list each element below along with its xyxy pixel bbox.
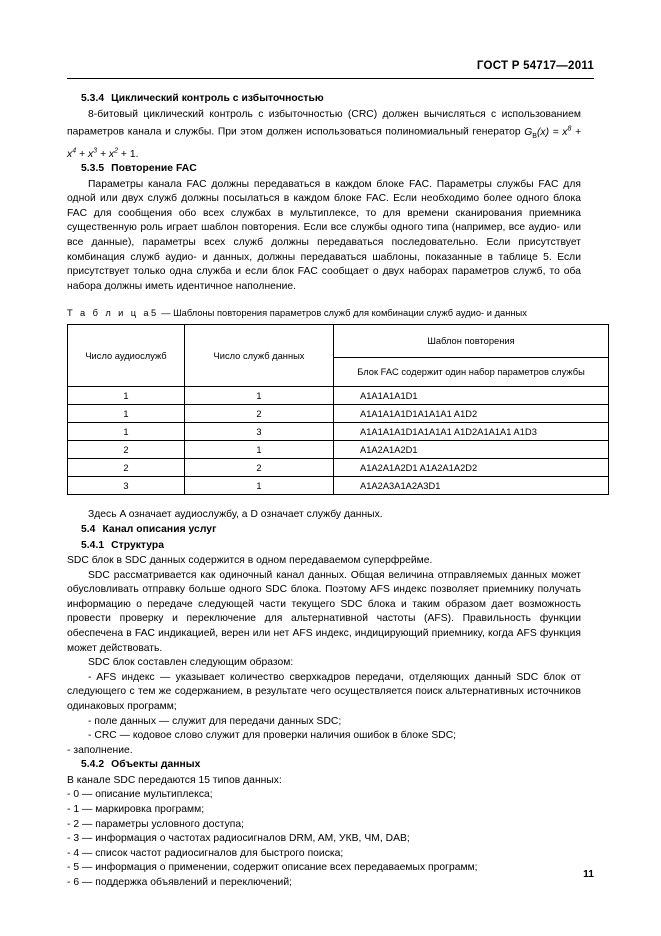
heading-5-4-2-number: 5.4.2 <box>81 759 105 771</box>
table-row <box>68 459 609 477</box>
formula-plus-2: + x <box>76 148 94 160</box>
table-row <box>68 405 609 423</box>
cell-data-count: 2 <box>185 405 334 423</box>
data-type-item-3: - 3 — информация о частотах радиосигналов DRM, AM, УКВ, ЧМ, DAB; <box>67 833 410 845</box>
cell-pattern: A1A2A1A2D1 A1A2A1A2D2 <box>334 459 609 477</box>
cell-data-count: 1 <box>185 387 334 405</box>
bullet-afs-index: - AFS индекс — указывает количество сверхкадров передачи, отделяющих данный SDC блок от следующего с тем же содержанием, в результате чего осуществляется поиск альтернативных источников одинаковых программ; <box>67 671 581 712</box>
formula-body: (x) = x <box>536 126 568 138</box>
formula-exp-4: 2 <box>114 147 119 155</box>
table-row <box>68 387 609 405</box>
heading-5-3-5-title: Повторение FAC <box>111 163 197 175</box>
cell-audio-count: 1 <box>68 405 185 423</box>
paragraph-sdc-superframe: SDC блок в SDC данных содержится в одном передаваемом суперфрейме. <box>67 555 433 567</box>
cell-audio-count: 3 <box>68 477 185 495</box>
heading-5-4-2 <box>67 758 581 774</box>
formula-exp-2: 4 <box>72 147 77 155</box>
cell-data-count: 1 <box>185 477 334 495</box>
heading-5-3-4-title: Циклический контроль с избыточностью <box>111 93 324 104</box>
table-row <box>68 423 609 441</box>
heading-5-3-4 <box>67 92 581 108</box>
paragraph-sdc-15-types: В канале SDC передаются 15 типов данных: <box>67 774 282 786</box>
paragraph-crc-text: 8-битовый циклический контроль с избыточностью (CRC) должен вычисляться с использованием параметров канала и службы. При этом должен использоваться полиномиальный генератор <box>67 108 581 138</box>
cell-audio-count: 1 <box>68 423 185 441</box>
page-content <box>67 92 585 891</box>
cell-pattern: A1A2A3A1A2A3D1 <box>334 477 609 495</box>
data-type-item-4: - 4 — список частот радиосигналов для быстрого поиска; <box>67 847 344 859</box>
paragraph-fac-repetition: Параметры канала FAC должны передаваться в каждом блоке FAC. Параметры службы FAC для одной или двух служб должны посылаться в каждом блоке FAC. Если необходимо более одного блока FAC для сообщения обо всех службах в мультиплексе, то для времени сканирования приемника существенную роль играет шаблон повторения. Если все службы одного типа (например, все аудио- или все данные), параметры всех служб должны передаваться последовательно. Если присутствует комбинация служб аудио- и данных, должны передаваться шаблоны, показанные в таблице 5. Если присутствует только одна служба и если блок FAC сообщает о двух наборах параметров служб, то оба набора должны иметь идентичное наполнение. <box>67 178 581 292</box>
heading-5-4-2-title: Объекты данных <box>111 759 201 771</box>
cell-data-count: 3 <box>185 423 334 441</box>
heading-5-4-1-number: 5.4.1 <box>81 539 105 551</box>
cell-pattern: A1A1A1A1D1A1A1A1 A1D2 <box>334 405 609 423</box>
data-type-item-1: - 1 — маркировка программ; <box>67 804 205 816</box>
formula-plus-1: + x <box>67 126 581 160</box>
data-type-item-5: - 5 — информация о применении, содержит описание всех передаваемых программ; <box>67 862 478 874</box>
table-row <box>68 441 609 459</box>
formula-plus-3: + x <box>97 148 115 160</box>
table-caption-dash: — <box>161 308 171 319</box>
table-caption-label: Т а б л и ц а <box>67 308 151 319</box>
table-row <box>68 477 609 495</box>
cell-pattern: A1A1A1A1D1A1A1A1 A1D2A1A1A1 A1D3 <box>334 423 609 441</box>
data-type-item-6: - 6 — поддержка объявлений и переключений; <box>67 876 292 888</box>
bullet-padding: - заполнение. <box>67 744 133 756</box>
formula-exp-3: 3 <box>93 147 98 155</box>
table-caption-number: 5 <box>151 308 159 319</box>
table-header-row-top <box>68 325 609 358</box>
header-rule <box>67 78 594 79</box>
header-repetition-pattern: Шаблон повторения <box>334 325 609 358</box>
cell-pattern: A1A1A1A1D1 <box>334 387 609 405</box>
paragraph-sdc-afs: SDC рассматривается как одиночный канал данных. Общая величина отправляемых данных может обусловливать отправку больше одного SDC блока. Поэтому AFS индекс позволяет приемнику получать информацию о передаче следующей части текущего SDC блока и таким образом дает возможность провести проверку и переключение для альтернативной частоты (AFS). Правильность функции обеспечена в FAC индикацией, верен или нет AFS индекс, индицирующий приемнику, когда AFS функция может действовать. <box>67 569 581 654</box>
cell-audio-count: 1 <box>68 387 185 405</box>
data-type-item-2: - 2 — параметры условного доступа; <box>67 818 245 830</box>
cell-audio-count: 2 <box>68 459 185 477</box>
cell-data-count: 1 <box>185 441 334 459</box>
page-number: 11 <box>583 869 594 880</box>
page-header <box>67 60 594 80</box>
cell-data-count: 2 <box>185 459 334 477</box>
spacer-before-table <box>67 294 581 307</box>
table-caption <box>67 307 581 320</box>
heading-5-4-title: Канал описания услуг <box>102 524 217 536</box>
heading-5-3-4-number: 5.3.4 <box>81 93 105 104</box>
cell-audio-count: 2 <box>68 441 185 459</box>
spacer-after-table <box>67 495 581 508</box>
heading-5-3-5 <box>67 162 581 178</box>
formula-exp-1: 8 <box>567 125 572 133</box>
standard-title: ГОСТ Р 54717—2011 <box>476 60 594 72</box>
formula-tail: + 1. <box>118 148 139 160</box>
heading-5-4-1 <box>67 539 581 555</box>
cell-pattern: A1A2A1A2D1 <box>334 441 609 459</box>
header-fac-block-contains-one-set: Блок FAC содержит один набор параметров службы <box>334 358 609 387</box>
paragraph-crc <box>67 108 581 163</box>
heading-5-4 <box>67 523 581 539</box>
heading-5-4-number: 5.4 <box>81 524 96 536</box>
header-number-of-audio-services: Число аудиослужб <box>68 325 185 387</box>
table-caption-text: Шаблоны повторения параметров служб для комбинации служб аудио- и данных <box>173 308 527 319</box>
repetition-patterns-table <box>67 324 609 495</box>
bullet-data-field: - поле данных — служит для передачи данных SDC; <box>88 715 342 727</box>
header-number-of-data-services: Число служб данных <box>185 325 334 387</box>
heading-5-3-5-number: 5.3.5 <box>81 163 105 175</box>
table-body <box>68 387 609 495</box>
formula-g: G <box>524 126 533 138</box>
data-type-item-0: - 0 — описание мультиплекса; <box>67 789 213 801</box>
paragraph-sdc-composition-intro: SDC блок составлен следующим образом: <box>88 657 294 669</box>
note-a-and-d-meaning: Здесь A означает аудиослужбу, а D означает службу данных. <box>88 509 383 521</box>
bullet-crc: - CRC — кодовое слово служит для проверки наличия ошибок в блоке SDC; <box>88 730 457 742</box>
heading-5-4-1-title: Структура <box>111 539 165 551</box>
formula-subscript: B <box>532 132 537 140</box>
table-head <box>68 325 609 387</box>
